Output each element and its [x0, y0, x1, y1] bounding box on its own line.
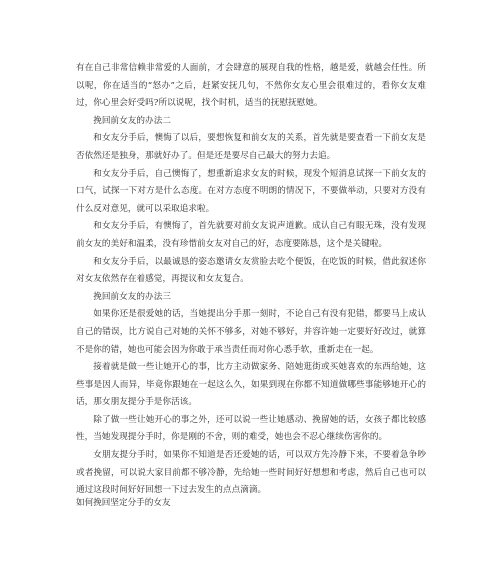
section-heading-method-2: 挽回前女友的办法二	[93, 115, 171, 126]
paragraph-8: 除了做一些让她开心的事之外，还可以说一些让她感动、挽留她的话，女孩子都比较感性，当她发现提分手时，你是刚的不舍，则的难受，她也会不忍心继续伤害你的。	[76, 414, 426, 443]
paragraph-9: 女朋友提分手时，如果你不知道是否还爱她的话，可以双方先冷静下来，不要着急争吵或者挽留，可以说大家目前都不够冷静，先给她一些时间好好想想和考虑，然后自己也可以通过这段时间好好回想一下过去发生的点点滴滴。	[76, 450, 426, 496]
paragraph-5: 和女友分手后，以最诚恳的姿态邀请女友赏脸去吃个便饭，在吃饭的时候，借此叙述你对女友依然存在着感觉，再提议和女友复合。	[76, 256, 426, 285]
paragraph-7: 接着就是做一些让她开心的事，比方主动做家务、陪她逛街或买她喜欢的东西给她，这些事是因人而异，毕竟你跟她在一起这么久，如果到现在你都不知道做哪些事能够她开心的话，那女朋友提分手是你活该。	[76, 362, 426, 408]
paragraph-1: 有在自己非常信赖非常爱的人面前，才会肆意的展现自我的性格，越是爱，就越会任性。所以呢，你在适当的“怒办”之后，赶紧安抚几句，不然你女友心里会很难过的，看你女友难过，你心里会好受吗?所以说呢，找个时机，适当的抚慰抚慰她。	[76, 63, 426, 109]
paragraph-6: 如果你还是很爱她的话，当她提出分手那一刻时，不论自己有没有犯错，都要马上成认自己的错误，比方说自己对她的关怀不够多，对她不够好，并容许她一定要好好改过，就算不是你的错，她也可能会因为你敢于承当责任而对你心悉手软，重新走在一起。	[76, 309, 426, 355]
section-heading-method-3: 挽回前女友的办法三	[93, 291, 171, 302]
paragraph-4: 和女友分手后，有懊悔了，首先就要对前女友说声道歉。成认自己有眼无珠，没有发现前女友的美好和温柔，没有珍惜前女友对自己的好，态度要陈恳，这个是关键啦。	[76, 221, 426, 249]
paragraph-3: 和女友分手后，自己懊悔了，想重新追求女友的时候，现发个短消息试探一下前女友的口气，试探一下对方是什么态度。在对方态度不明朗的情况下，不要做举动，只要对方没有什么反对意见，就可以采取追求啦。	[76, 168, 426, 214]
paragraph-2: 和女友分手后，懊悔了以后，要想恢复和前女友的关系，首先就是要查看一下前女友是否依然还是独身，那就好办了。但是还是要尽自己最大的努力去追。	[76, 133, 426, 161]
document-body	[76, 60, 426, 500]
next-article-title: 如何挽回坚定分手的女友	[76, 498, 171, 508]
